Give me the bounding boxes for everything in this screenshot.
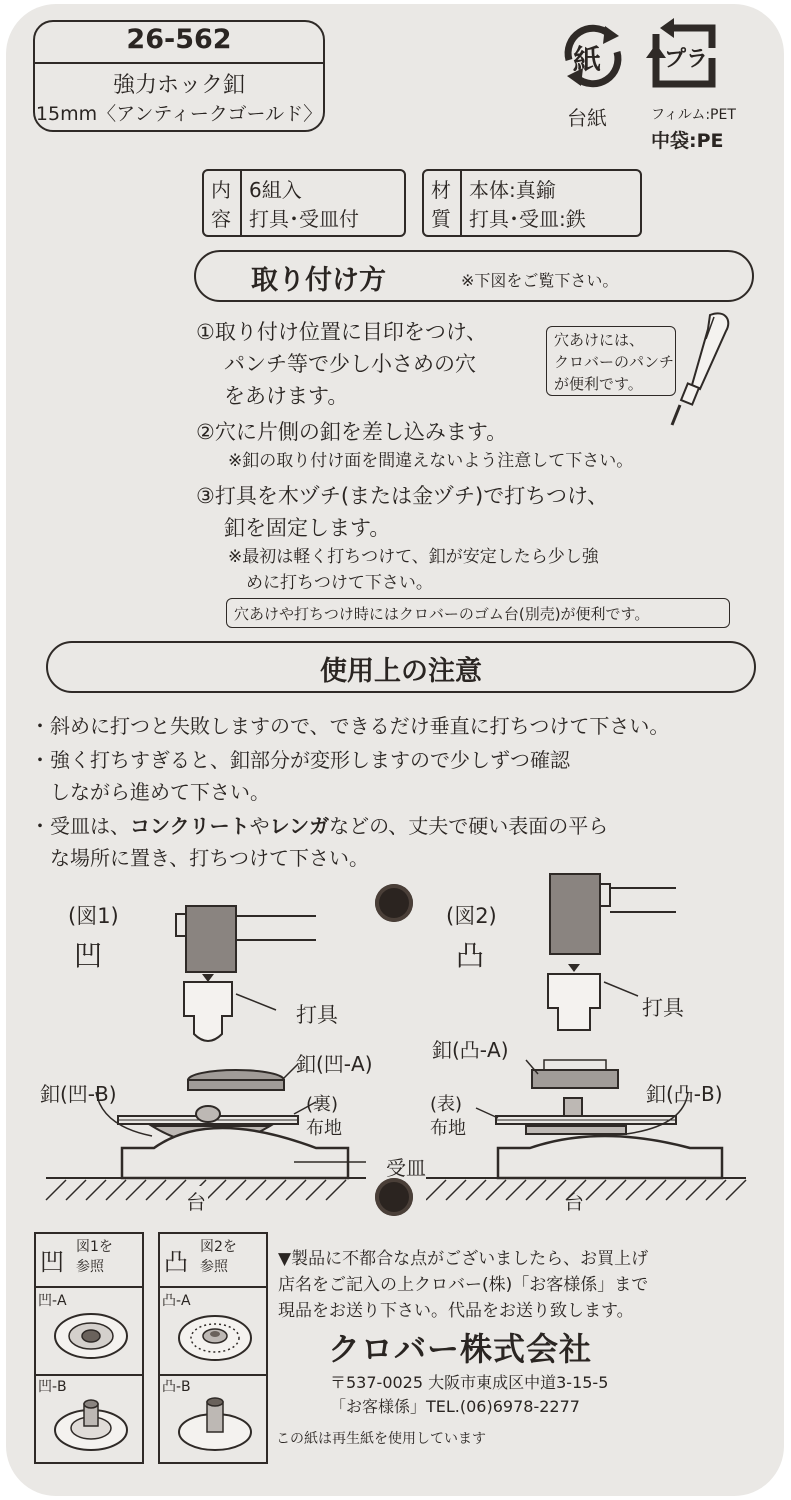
figure1-symbol: 凹 [74,939,103,972]
figure2-fabric: 布地 [430,1118,466,1139]
concave-b-icon [51,1394,131,1454]
material-label-2: 質 [431,207,451,231]
company-contact: 「お客様係」TEL.(06)6978-2277 [330,1397,580,1416]
caution-b3-part5: などの、丈夫で硬い表面の平ら [329,814,609,838]
legend-concave-ref2: 参照 [76,1259,104,1275]
tip-line3: が便利です。 [554,375,643,393]
figure1-fabric: 布地 [306,1118,342,1139]
contents-label-2: 容 [211,207,231,231]
product-spec: 15mm〈アンティークゴールド〉 [35,103,323,125]
rubber-note: 穴あけや打ちつけ時にはクロバーのゴム台(別売)が便利です。 [234,605,650,623]
contents-line-2: 打具･受皿付 [249,207,359,231]
dish-label: 受皿 [386,1156,426,1180]
caution-bullet-2a: ・強く打ちすぎると、釦部分が変形しますので少しずつ確認 [30,748,570,772]
legend-concave-a: 凹-A [38,1293,67,1309]
figure1-tool-label: 打具 [296,1003,338,1027]
material-line-2: 打具･受皿:鉄 [469,207,586,231]
caution-b3-part1: ・受皿は、 [30,814,130,838]
caution-bullet-3b: な場所に置き、打ちつけて下さい。 [50,846,369,870]
convex-a-icon [175,1306,255,1366]
recycled-paper-note: この紙は再生紙を使用しています [276,1431,486,1447]
legend-concave-ref1: 図1を [76,1239,113,1255]
legend-convex-a: 凸-A [162,1293,191,1309]
legend-convex-b: 凸-B [162,1379,191,1395]
caution-bullet-3a [30,810,608,839]
caution-title: 使用上の注意 [320,656,482,687]
company-address: 〒537-0025 大阪市東成区中道3-15-5 [330,1373,609,1392]
step3-note1: ※最初は軽く打ちつけて、釦が安定したら少し強 [228,547,599,567]
legend-convex-ref1: 図2を [200,1239,237,1255]
company-name: クロバー株式会社 [328,1330,593,1368]
figure1-diagram [26,864,366,1204]
step1-line3: をあけます。 [224,384,349,408]
contents-line-1: 6組入 [249,178,302,202]
notice-line2: 店名をご記入の上クロバー(株)「お客様係」まで [278,1275,649,1295]
material-line-1: 本体:真鍮 [469,178,556,202]
step3-line1: ③打具を木ヅチ(または金ヅチ)で打ちつけ、 [196,484,609,508]
step3-line2: 釦を固定します。 [224,516,391,540]
figure2-label: (図2) [446,904,497,928]
figure2-button-a: 釦(凸-A) [432,1038,509,1062]
figure2-tool-label: 打具 [642,996,684,1020]
caution-b3-part3: や [249,814,270,838]
figure2-side: (表) [430,1094,463,1115]
base-label-right: 台 [562,1186,586,1215]
base-label-left: 台 [184,1186,208,1215]
paper-mark: 紙 [573,43,602,76]
convex-b-icon [175,1394,255,1454]
product-name: 強力ホック釦 [112,73,245,98]
legend-convex-ref2: 参照 [200,1259,228,1275]
caution-bullet-1: ・斜めに打つと失敗しますので、できるだけ垂直に打ちつけて下さい。 [30,714,670,738]
notice-line1: ▼製品に不都合な点がございましたら、お買上げ [278,1249,649,1269]
paper-label: 台紙 [567,106,607,130]
legend-concave-symbol: 凹 [40,1248,64,1276]
caution-bullet-2b: しながら進めて下さい。 [50,780,270,804]
figure2-symbol: 凸 [456,939,485,972]
plastic-label-bag: 中袋:PE [651,130,724,152]
step3-note2: めに打ちつけて下さい。 [246,573,433,593]
contents-label-1: 内 [211,178,231,202]
install-note: ※下図をご覧下さい。 [461,271,619,290]
step2-note: ※釦の取り付け面を間違えないよう注意して下さい。 [228,451,634,471]
punch-tool-icon [666,309,746,429]
product-code: 26-562 [126,24,232,55]
legend-convex-symbol: 凸 [164,1248,188,1276]
hang-hole-bottom [375,1178,413,1216]
hang-hole-top [375,884,413,922]
step1-line1: ①取り付け位置に目印をつけ、 [196,320,487,344]
figure1-button-b: 釦(凹-B) [40,1082,117,1106]
step1-line2: パンチ等で少し小さめの穴 [224,352,476,376]
tip-line2: クロバーのパンチ [554,353,675,371]
tip-line1: 穴あけには、 [554,331,645,349]
step2: ②穴に片側の釦を差し込みます。 [196,420,508,444]
plastic-mark: プラ [664,47,709,72]
figure1-side: (裏) [306,1094,339,1115]
figure1-button-a: 釦(凹-A) [296,1052,373,1076]
plastic-label-film: フィルム:PET [651,107,736,123]
install-title: 取り付け方 [251,265,386,296]
material-label-1: 材 [431,178,451,202]
notice-line3: 現品をお送り下さい。代品をお送り致します。 [278,1301,634,1321]
concave-a-icon [51,1306,131,1366]
caution-b3-concrete: コンクリート [130,814,250,838]
caution-b3-brick: レンガ [269,814,330,838]
legend-concave-b: 凹-B [38,1379,67,1395]
figure1-label: (図1) [68,904,119,928]
figure2-button-b: 釦(凸-B) [646,1082,723,1106]
package-card [6,4,784,1496]
